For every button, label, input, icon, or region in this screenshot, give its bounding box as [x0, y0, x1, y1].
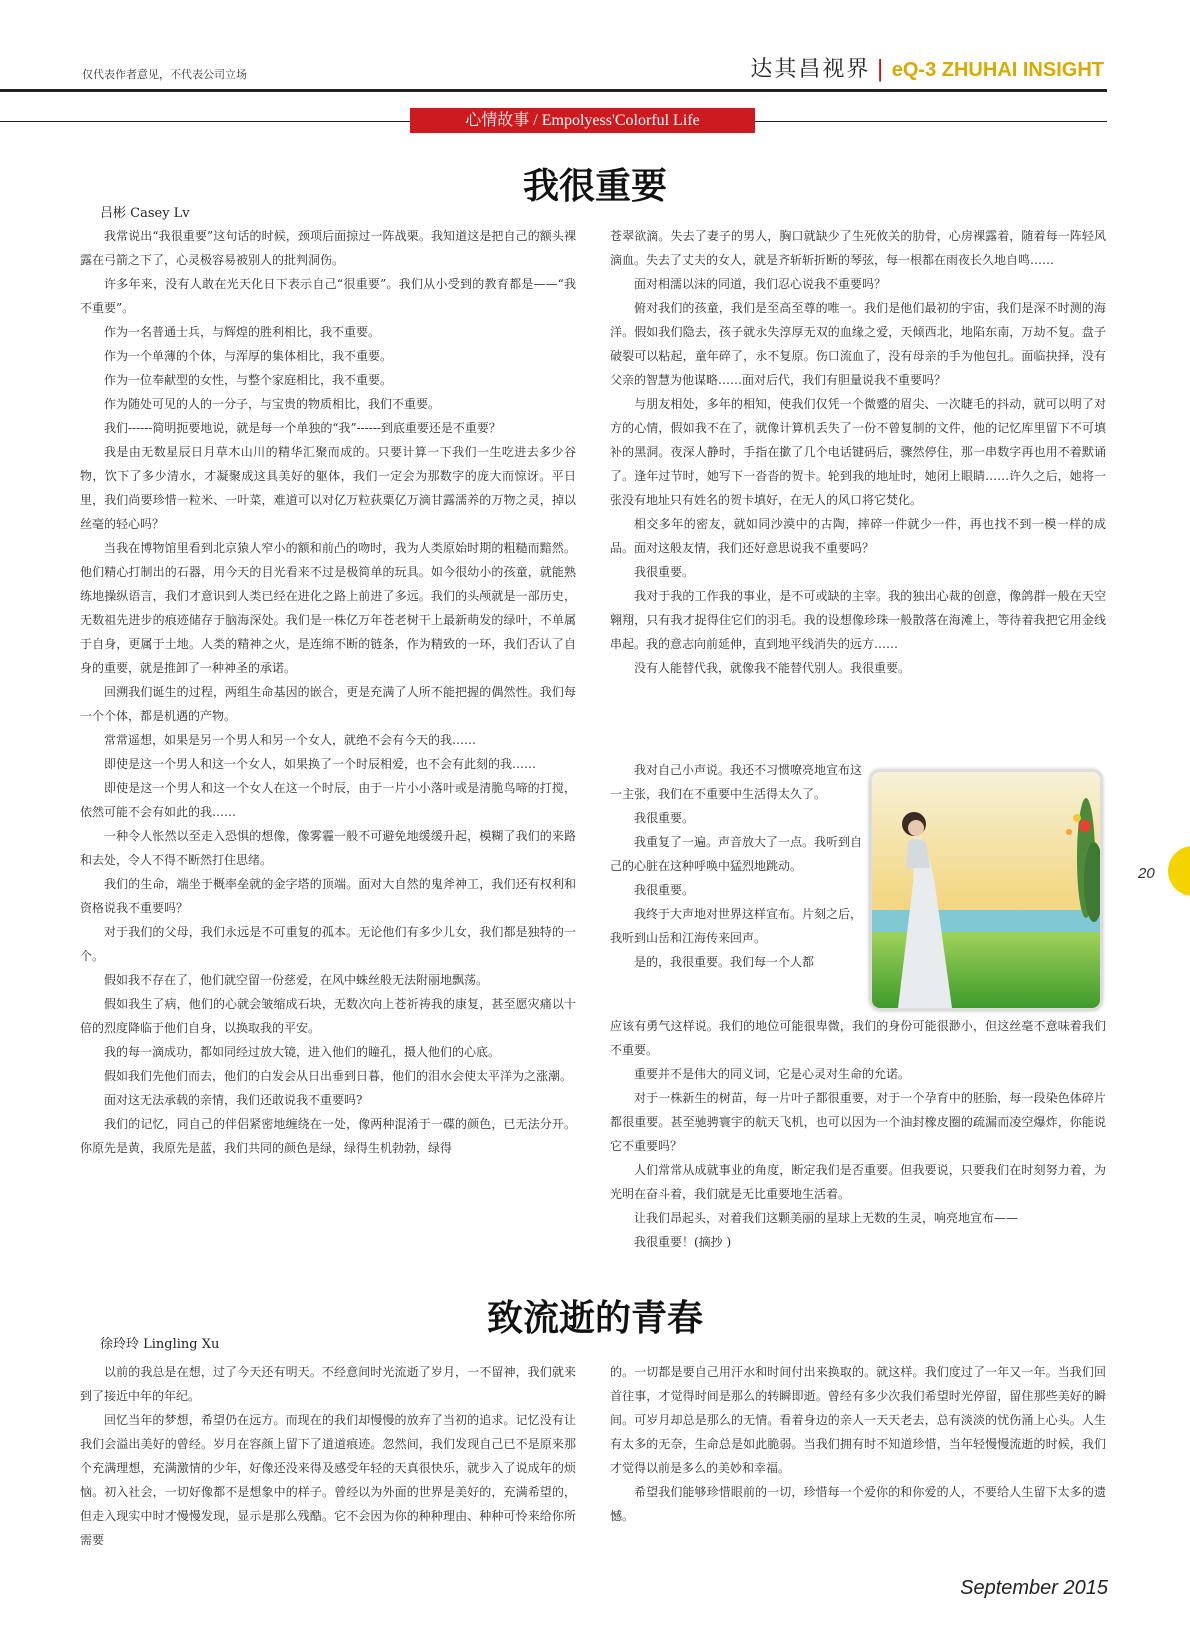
paragraph: 我终于大声地对世界这样宣布。片刻之后，我听到山岳和江海传来回声。 [610, 907, 863, 945]
paragraph: 常常遥想，如果是另一个男人和另一个女人，就绝不会有今天的我…… [104, 733, 477, 747]
paragraph: 即使是这一个男人和这一个女人，如果换了一个时辰相爱，也不会有此刻的我…… [104, 757, 537, 771]
page-number: 20 [1138, 865, 1155, 882]
paragraph: 回溯我们诞生的过程，两组生命基因的嵌合，更是充满了人所不能把握的偶然性。我们每一个个体，都是机遇的产物。 [80, 685, 576, 723]
masthead-cn: 达其昌视界 [750, 57, 871, 82]
paragraph: 面对这无法承载的亲情，我们还敢说我不重要吗? [104, 1093, 363, 1107]
paragraph: 的。一切都是要自己用汗水和时间付出来换取的。就这样。我们度过了一年又一年。当我们回首往事，才觉得时间是那么的转瞬即逝。曾经有多少次我们希望时光停留，留住那些美好的瞬间。可岁月却总是那么的无情。看着身边的亲人一天天老去，总有淡淡的忧伤涌上心头。人生有太多的无奈，生命总是如此脆弱。当我们拥有时不知道珍惜，当年轻慢慢流逝的时候，我们才觉得以前是多么的美妙和幸福。 [610, 1365, 1106, 1475]
paragraph: 让我们昂起头，对着我们这颗美丽的星球上无数的生灵，响亮地宣布—— [634, 1211, 1019, 1225]
paragraph: 我们的记忆，同自己的伴侣紧密地缠绕在一处，像两种混淆于一碟的颜色，已无法分开。你原先是黄，我原先是蓝，我们共同的颜色是绿，绿得生机勃勃，绿得 [80, 1117, 576, 1155]
disclaimer: 仅代表作者意见，不代表公司立场 [82, 68, 247, 81]
paragraph: 我们的生命，端坐于概率垒就的金字塔的顶端。面对大自然的鬼斧神工，我们还有权利和资格说我不重要吗？ [80, 877, 576, 915]
paragraph: 我重复了一遍。声音放大了一点。我听到自己的心脏在这种呼唤中猛烈地跳动。 [610, 835, 863, 873]
paragraph: 假如我生了病，他们的心就会皱缩成石块，无数次向上苍祈祷我的康复，甚至愿灾痛以十倍的烈度降临于他们自身，以换取我的平安。 [80, 997, 576, 1035]
paragraph: 没有人能替代我，就像我不能替代别人。我很重要。 [634, 661, 911, 675]
paragraph: 许多年来，没有人敢在光天化日下表示自己“很重要”。我们从小受到的教育都是——“我不重要”。 [80, 277, 576, 315]
masthead [750, 52, 1104, 83]
paragraph: 对于我们的父母，我们永远是不可重复的孤本。无论他们有多少儿女，我们都是独特的一个。 [80, 925, 576, 963]
paragraph: 面对相濡以沫的同道，我们忍心说我不重要吗？ [634, 277, 887, 291]
paragraph: 与朋友相处，多年的相知，使我们仅凭一个微蹙的眉尖、一次睫毛的抖动，就可以明了对方的心情，假如我不在了，就像计算机丢失了一份不曾复制的文件，他的记忆库里留下不可填补的黑洞。夜深人静时，手指在撳了几个电话键码后，骤然停住，那一串数字再也用不着默诵了。逢年过节时，她写下一沓沓的贺卡。轮到我的地址时，她闭上眼睛……许久之后，她将一张没有地址只有姓名的贺卡填好，在无人的风口将它焚化。 [610, 397, 1106, 507]
paragraph: 我很重要！(摘抄 ) [634, 1235, 732, 1249]
paragraph: 作为一个单薄的个体，与浑厚的集体相比，我不重要。 [104, 349, 393, 363]
paragraph: 即使是这一个男人和这一个女人在这一个时辰，由于一片小小落叶或是清脆鸟啼的打搅，依然可能不会有如此的我…… [80, 781, 576, 819]
woman-in-field-photo [870, 770, 1102, 1010]
paragraph: 应该有勇气这样说。我们的地位可能很卑微，我们的身份可能很渺小，但这丝毫不意味着我们不重要。 [610, 1019, 1106, 1057]
paragraph: 相交多年的密友，就如同沙漠中的古陶，摔碎一件就少一件，再也找不到一模一样的成品。面对这般友情，我们还好意思说我不重要吗？ [610, 517, 1106, 555]
article-1-right-column-top [610, 224, 1106, 680]
masthead-separator: | [876, 57, 886, 82]
article-2-right-column [610, 1360, 1106, 1528]
paragraph: 回忆当年的梦想，希望仍在远方。而现在的我们却慢慢的放弃了当初的追求。记忆没有让我们会溢出美好的曾经。岁月在容颜上留下了道道痕迹。忽然间，我们发现自己已不是原来那个充满理想，充满激情的少年，好像还没来得及感受年轻的天真很快乐，就步入了说成年的烦恼。初入社会，一切好像都不是想象中的样子。曾经以为外面的世界是美好的，充满希望的，但走入现实中时才慢慢发现，显示是那么残酷。它不会因为你的种种理由、种种可怜来给你所需要 [80, 1413, 576, 1547]
paragraph: 苍翠欲滴。失去了妻子的男人，胸口就缺少了生死攸关的肋骨，心房裸露着，随着每一阵轻风滴血。失去了丈夫的女人，就是齐斩斩折断的琴弦，每一根都在雨夜长久地自鸣…… [610, 229, 1106, 267]
article-1-right-column-bottom [610, 1014, 1106, 1254]
paragraph: 作为一名普通士兵，与辉煌的胜利相比，我不重要。 [104, 325, 381, 339]
masthead-en: eQ-3 ZHUHAI INSIGHT [891, 59, 1104, 81]
article-2-left-column [80, 1360, 576, 1552]
paragraph: 假如我不存在了，他们就空留一份慈爱，在风中蛛丝般无法附丽地飘荡。 [104, 973, 489, 987]
paragraph: 对于一株新生的树苗，每一片叶子都很重要，对于一个孕育中的胚胎，每一段染色体碎片都很重要。甚至驰骋寰宇的航天飞机，也可以因为一个油封橡皮圈的疏漏而凌空爆炸，你能说它不重要吗？ [610, 1091, 1106, 1153]
paragraph: 我是由无数星辰日月草木山川的精华汇聚而成的。只要计算一下我们一生吃进去多少谷物，饮下了多少清水，才凝聚成这具美好的躯体，我们一定会为那数字的庞大而惊讶。平日里，我们尚要珍惜一粒米、一叶菜，难道可以对亿万粒荻粟亿万滴甘露濡养的万物之灵，掉以丝毫的轻心吗？ [80, 445, 576, 531]
paragraph: 我很重要。 [634, 565, 695, 579]
paragraph: 我对于我的工作我的事业，是不可或缺的主宰。我的独出心裁的创意，像鸽群一般在天空翱翔，只有我才捉得住它们的羽毛。我的设想像珍珠一般散落在海滩上，等待着我把它用金线串起。我的意志向前延伸，直到地平线消失的远方…… [610, 589, 1106, 651]
paragraph: 我很重要。 [634, 883, 695, 897]
paragraph: 我对自己小声说。我还不习惯嘹亮地宣布这一主张，我们在不重要中生活得太久了。 [610, 763, 863, 801]
issue-date: September 2015 [960, 1577, 1108, 1599]
paragraph: 我常说出“我很重要”这句话的时候，颈项后面掠过一阵战栗。我知道这是把自己的额头裸露在弓箭之下了，心灵极容易被别人的批判洞伤。 [80, 229, 576, 267]
paragraph: 以前的我总是在想，过了今天还有明天。不经意间时光流逝了岁月，一不留神，我们就来到了接近中年的年纪。 [80, 1365, 576, 1403]
article-1-title: 我很重要 [522, 165, 667, 207]
paragraph: 作为一位奉献型的女性，与整个家庭相比，我不重要。 [104, 373, 393, 387]
paragraph: 我很重要。 [634, 811, 695, 825]
paragraph: 作为随处可见的人的一分子，与宝贵的物质相比，我们不重要。 [104, 397, 441, 411]
page-tab-marker [1168, 846, 1190, 896]
paragraph: 我的每一滴成功，都如同经过放大镜，进入他们的瞳孔，摄人他们的心底。 [104, 1045, 501, 1059]
photo-illustration [872, 772, 1100, 1008]
header-rule [0, 89, 1107, 92]
article-2-title: 致流逝的青春 [486, 1297, 703, 1339]
article-1-author: 吕彬 Casey Lv [100, 206, 190, 221]
paragraph: 重要并不是伟大的同义词，它是心灵对生命的允诺。 [634, 1067, 911, 1081]
article-2-author: 徐玲玲 Lingling Xu [100, 1337, 220, 1352]
article-1-right-column-narrow [610, 758, 862, 974]
paragraph: 当我在博物馆里看到北京猿人窄小的额和前凸的吻时，我为人类原始时期的粗糙而黯然。他们精心打制出的石器，用今天的目光看来不过是极简单的玩具。如今很幼小的孩童，就能熟练地操纵语言，我们才意识到人类已经在进化之路上前进了多远。我们的头颅就是一部历史，无数祖先进步的痕迹储存于脑海深处。我们是一株亿万年苍老树干上最新萌发的绿叶，不单属于自身，更属于土地。人类的精神之火，是连绵不断的链条，作为精致的一环，我们否认了自身的重要，就是推卸了一种神圣的承诺。 [80, 541, 576, 675]
paragraph: 我们------简明扼要地说，就是每一个单独的“我”------到底重要还是不重要？ [104, 421, 501, 435]
paragraph: 人们常常从成就事业的角度，断定我们是否重要。但我要说，只要我们在时刻努力着，为光明在奋斗着，我们就是无比重要地生活着。 [610, 1163, 1106, 1201]
paragraph: 一种令人怅然以至走入恐惧的想像，像雾霾一般不可避免地缓缓升起，模糊了我们的来路和去处，令人不得不断然打住思绪。 [80, 829, 576, 867]
section-tag: 心情故事 / Empolyess'Colorful Life [410, 108, 755, 133]
paragraph: 假如我们先他们而去，他们的白发会从日出垂到日暮，他们的泪水会使太平洋为之涨潮。 [104, 1069, 573, 1083]
paragraph: 是的，我很重要。我们每一个人都 [634, 955, 815, 969]
paragraph: 希望我们能够珍惜眼前的一切，珍惜每一个爱你的和你爱的人，不要给人生留下太多的遗憾。 [610, 1485, 1106, 1523]
article-1-left-column [80, 224, 576, 1160]
paragraph: 俯对我们的孩童，我们是至高至尊的唯一。我们是他们最初的宇宙，我们是深不时测的海洋。假如我们隐去，孩子就永失淳厚无双的血缘之爱，天倾西北，地陷东南，万劫不复。盘子破裂可以粘起，童年碎了，永不复原。伤口流血了，没有母亲的手为他包扎。面临抉择，没有父亲的智慧为他谋略……面对后代，我们有胆量说我不重要吗？ [610, 301, 1106, 387]
